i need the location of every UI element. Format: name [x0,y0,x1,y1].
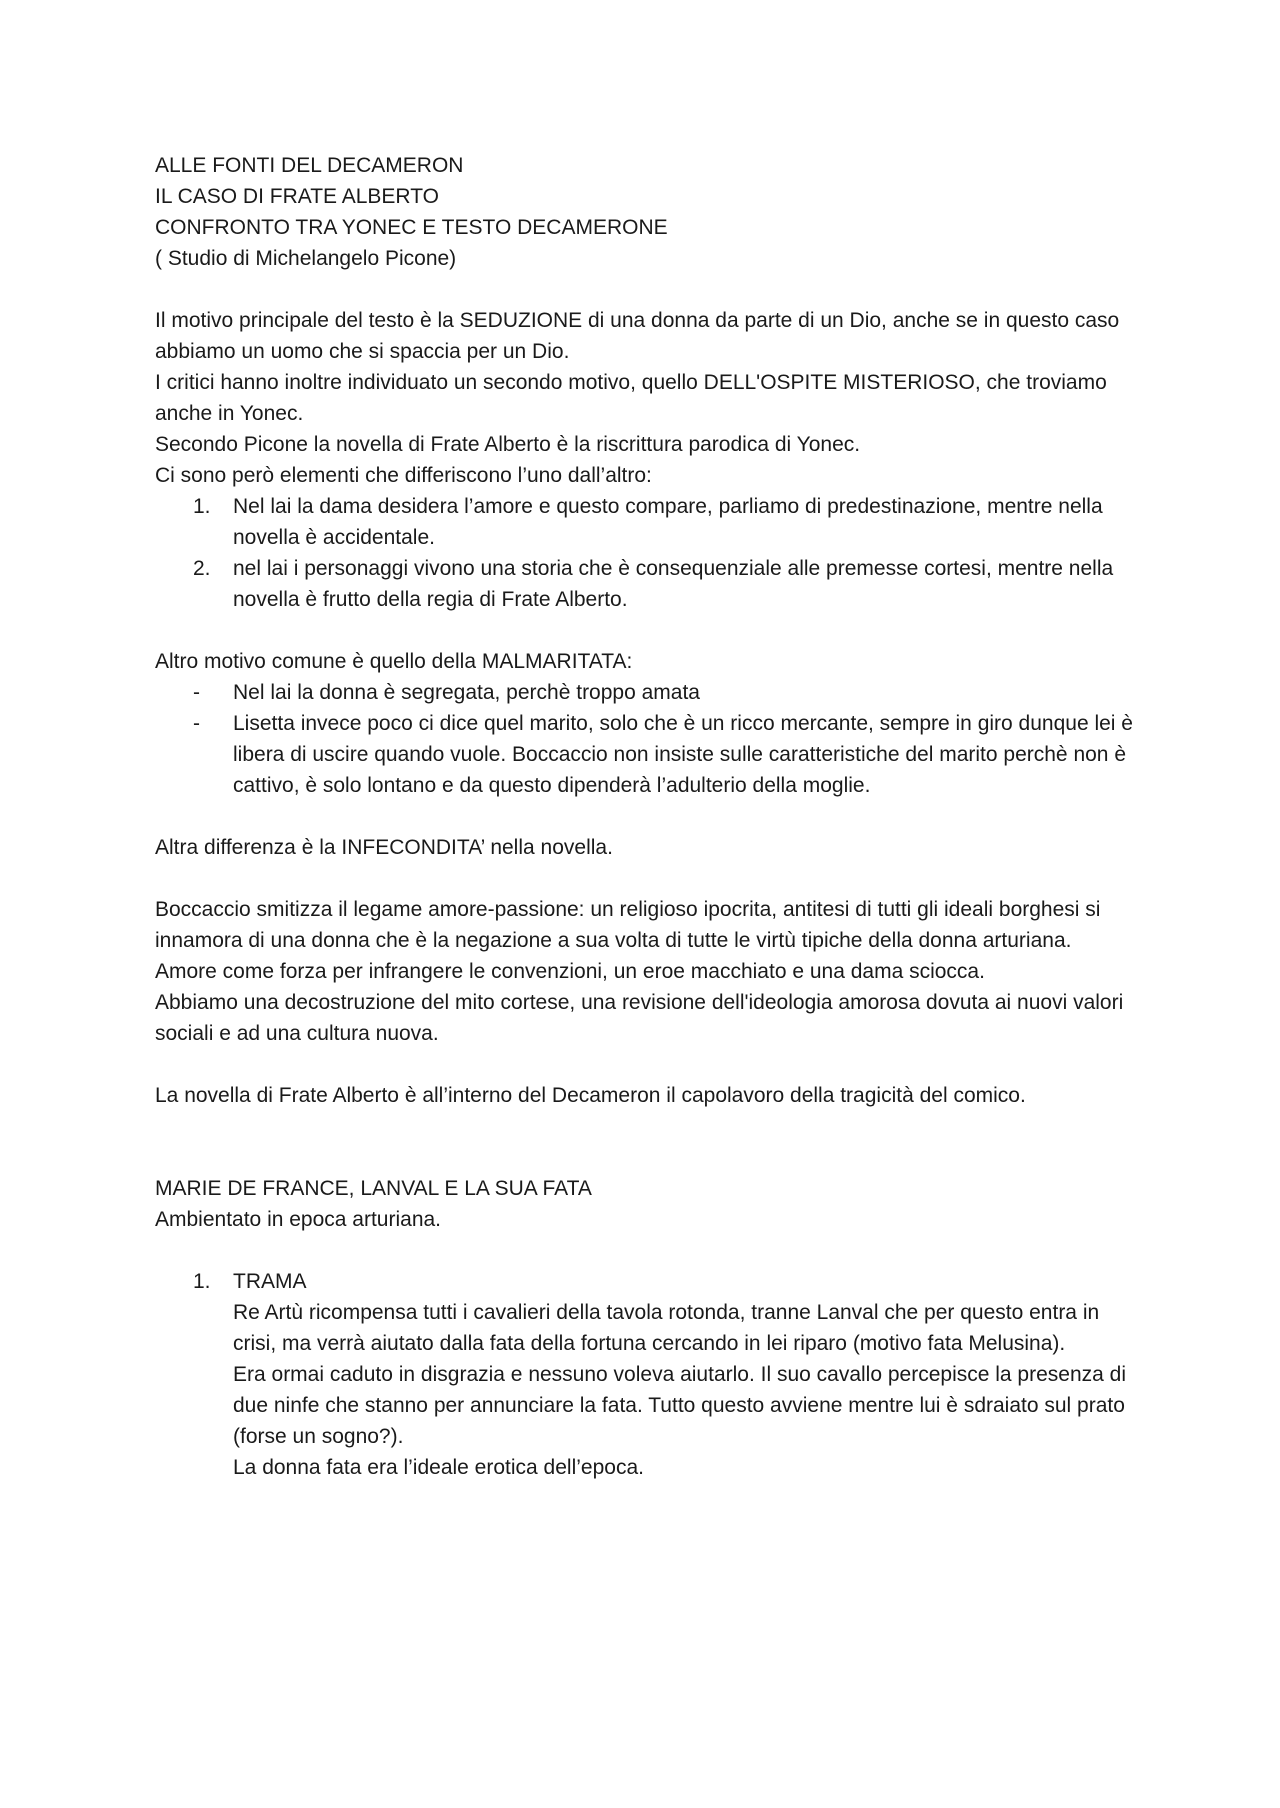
paragraph: Altro motivo comune è quello della MALMARITATA: [155,650,633,673]
list-item-paragraph: Re Artù ricompensa tutti i cavalieri della tavola rotonda, tranne Lanval che per questo entra in crisi, ma verrà aiutato dalla fata della fortuna cercando in lei riparo (motivo fata Melusina). [233,1301,1100,1355]
numbered-list [155,1266,1135,1297]
paragraph: Secondo Picone la novella di Frate Alberto è la riscrittura parodica di Yonec. [155,433,861,456]
list-item-text: Nel lai la donna è segregata, perchè troppo amata [233,681,700,704]
list-item-paragraph: La donna fata era l’ideale erotica dell’epoca. [233,1456,644,1479]
doc-subtitle: IL CASO DI FRATE ALBERTO [155,185,439,208]
doc-subtitle: CONFRONTO TRA YONEC E TESTO DECAMERONE [155,216,668,239]
paragraph: Abbiamo una decostruzione del mito cortese, una revisione dell'ideologia amorosa dovuta ai nuovi valori sociali e ad una cultura nuova. [155,991,1124,1045]
document-page [155,150,1135,1483]
doc-title: ALLE FONTI DEL DECAMERON [155,154,464,177]
list-marker: - [193,712,200,735]
bullet-list [155,677,1135,801]
list-item-text: nel lai i personaggi vivono una storia che è consequenziale alle premesse cortesi, mentre nella novella è frutto della regia di Frate Alberto. [233,557,1114,611]
list-item-title: TRAMA [233,1270,307,1293]
paragraph: Ci sono però elementi che differiscono l’uno dall’altro: [155,464,652,487]
list-marker: 2. [193,557,211,580]
list-marker: 1. [193,1270,211,1293]
list-item-text: Lisetta invece poco ci dice quel marito, solo che è un ricco mercante, sempre in giro dunque lei è libera di uscire quando vuole. Boccaccio non insiste sulle caratteristiche del marito perchè non è cattivo, è solo lontano e da questo dipenderà l’adulterio della moglie. [233,712,1133,797]
list-item [155,677,1135,708]
list-marker: 1. [193,495,211,518]
list-item [155,1266,1135,1297]
paragraph: Amore come forza per infrangere le convenzioni, un eroe macchiato e una dama sciocca. [155,960,985,983]
list-item [155,708,1135,801]
paragraph: Ambientato in epoca arturiana. [155,1208,442,1231]
list-item-paragraph: Era ormai caduto in disgrazia e nessuno voleva aiutarlo. Il suo cavallo percepisce la presenza di due ninfe che stanno per annunciare la fata. Tutto questo avviene mentre lui è sdraiato sul prato (forse un sogno?). [233,1363,1126,1448]
paragraph: Altra differenza è la INFECONDITA’ nella novella. [155,836,613,859]
list-item-text: Nel lai la dama desidera l’amore e questo compare, parliamo di predestinazione, mentre nella novella è accidentale. [233,495,1103,549]
list-marker: - [193,681,200,704]
paragraph: Il motivo principale del testo è la SEDUZIONE di una donna da parte di un Dio, anche se in questo caso abbiamo un uomo che si spaccia per un Dio. [155,309,1120,363]
list-item [155,491,1135,553]
doc-attribution: ( Studio di Michelangelo Picone) [155,247,457,270]
paragraph: I critici hanno inoltre individuato un secondo motivo, quello DELL'OSPITE MISTERIOSO, che troviamo anche in Yonec. [155,371,1107,425]
section-title: MARIE DE FRANCE, LANVAL E LA SUA FATA [155,1177,592,1200]
list-item [155,553,1135,615]
numbered-list [155,491,1135,615]
paragraph: La novella di Frate Alberto è all’interno del Decameron il capolavoro della tragicità del comico. [155,1084,1026,1107]
paragraph: Boccaccio smitizza il legame amore-passione: un religioso ipocrita, antitesi di tutti gli ideali borghesi si innamora di una donna che è la negazione a sua volta di tutte le virtù tipiche della donna arturiana. [155,898,1101,952]
